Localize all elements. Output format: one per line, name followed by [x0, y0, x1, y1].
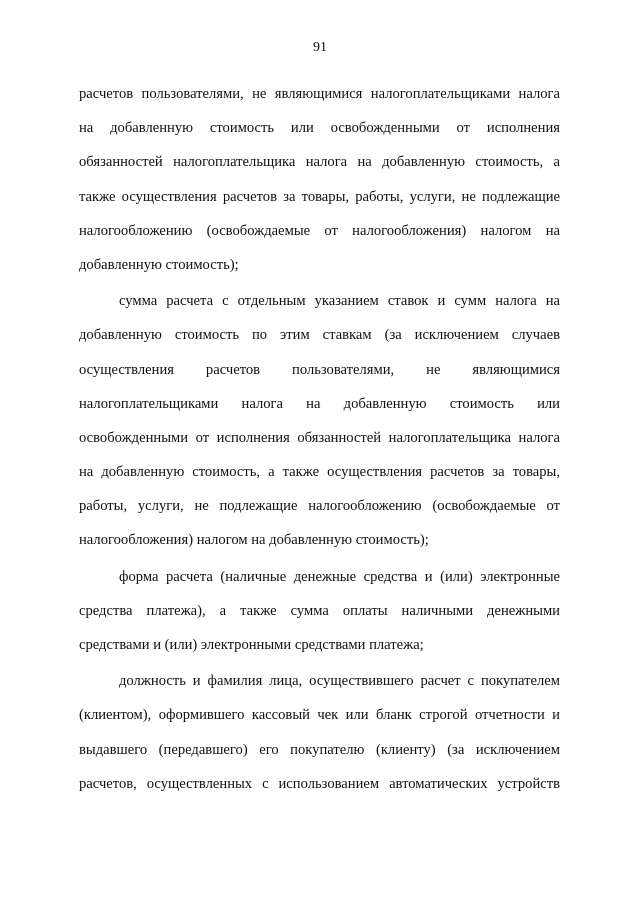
text-line: сумма расчета с отдельным указанием ставок и сумм налога на [119, 293, 560, 310]
text-line: должность и фамилия лица, осуществившего расчет с покупателем [119, 673, 560, 690]
text-line: расчетов, осуществленных с использованием автоматических устройств [79, 775, 560, 792]
text-line: работы, услуги, не подлежащие налогообложению (освобождаемые от [79, 498, 560, 515]
text-line: обязанностей налогоплательщика налога на добавленную стоимость, а [79, 154, 560, 171]
paragraph [79, 77, 560, 282]
paragraph [79, 664, 560, 801]
document-body [79, 77, 560, 801]
paragraph [79, 560, 560, 663]
text-line: средства платежа), а также сумма оплаты наличными денежными [79, 602, 560, 619]
text-line: налогообложения) налогом на добавленную стоимость); [79, 532, 429, 549]
text-line: форма расчета (наличные денежные средства и (или) электронные [119, 568, 560, 585]
text-line: расчетов пользователями, не являющимися налогоплательщиками налога [79, 86, 560, 102]
text-line: налогоплательщиками налога на добавленную стоимость или [79, 395, 560, 412]
text-line: налогообложению (освобождаемые от налогообложения) налогом на [79, 222, 560, 239]
text-line: добавленную стоимость по этим ставкам (за исключением случаев [79, 327, 560, 344]
text-line: освобожденными от исполнения обязанностей налогоплательщика налога [79, 429, 560, 446]
paragraph [79, 284, 560, 558]
text-line: на добавленную стоимость или освобожденными от исполнения [79, 120, 560, 137]
text-line: выдавшего (передавшего) его покупателю (клиенту) (за исключением [79, 741, 560, 758]
text-line: на добавленную стоимость, а также осуществления расчетов за товары, [79, 464, 560, 481]
text-line: средствами и (или) электронными средствами платежа; [79, 637, 424, 653]
text-line: добавленную стоимость); [79, 256, 239, 273]
page-number: 91 [313, 40, 327, 55]
text-line: также осуществления расчетов за товары, работы, услуги, не подлежащие [79, 188, 560, 205]
text-line: осуществления расчетов пользователями, не являющимися [79, 361, 560, 378]
text-line: (клиентом), оформившего кассовый чек или бланк строгой отчетности и [79, 707, 560, 724]
